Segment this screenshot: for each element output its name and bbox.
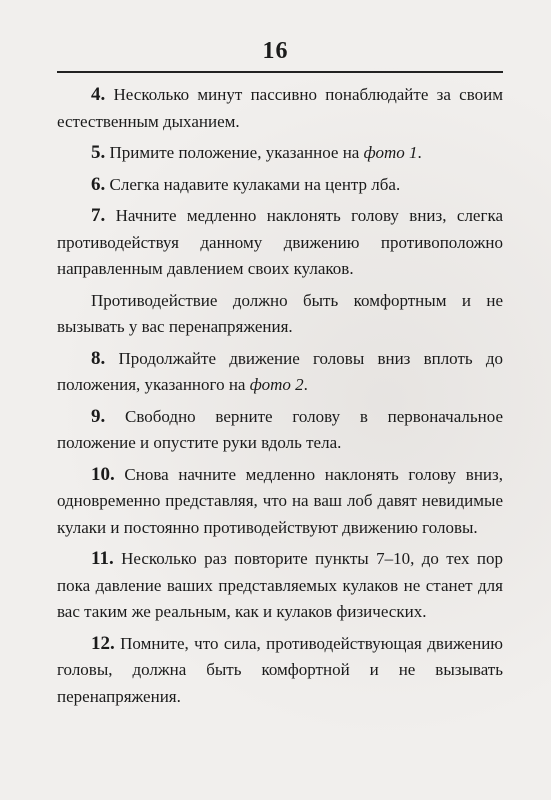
step-number: 8. xyxy=(91,347,106,369)
step-number: 5. xyxy=(91,142,106,163)
page-body xyxy=(57,82,503,715)
paragraph-text: Продолжайте движение головы вниз вплоть до положения, указанного на xyxy=(57,348,503,394)
paragraph-text: Слегка надавите кулаками на центр лба. xyxy=(105,174,401,194)
paragraph-text: Примите положение, указанное на xyxy=(105,143,364,162)
step-number: 6. xyxy=(91,173,106,195)
paragraph-step-9 xyxy=(57,404,503,457)
paragraph-text: Противодействие должно быть комфортным и не вызывать у вас перенапряжения. xyxy=(57,290,503,336)
paragraph-text: Начните медленно наклонять голову вниз, слегка противодействуя данному движению противоположно направленным давлением своих кулаков. xyxy=(57,206,503,278)
step-number: 7. xyxy=(91,205,106,226)
paragraph-step-6 xyxy=(57,172,503,199)
paragraph-text-end: . xyxy=(417,143,422,162)
paragraph-step-4 xyxy=(57,82,503,135)
paragraph-step-10 xyxy=(57,462,503,542)
header-rule xyxy=(57,71,503,73)
paragraph-text: Снова начните медленно наклонять голову вниз, одновременно представляя, что на ваш лоб давят невидимые кулаки и постоянно противодействуют движению головы. xyxy=(57,464,503,537)
photo-reference: фото 2 xyxy=(249,375,304,394)
step-number: 12. xyxy=(91,632,115,654)
paragraph-text: Помните, что сила, противодействующая движению головы, должна быть комфортной и не вызывать перенапряжения. xyxy=(57,633,503,706)
paragraph-step-5 xyxy=(57,140,503,167)
photo-reference: фото 1 xyxy=(363,143,418,162)
paragraph-text: Несколько раз повторите пункты 7–10, до тех пор пока давление ваших представляемых кулаков не станет для вас таким же реальным, как и кулаков физических. xyxy=(57,549,503,621)
step-number: 11. xyxy=(91,548,114,569)
step-number: 10. xyxy=(91,463,115,485)
paragraph-step-7 xyxy=(57,203,503,283)
paragraph-step-8 xyxy=(57,346,503,399)
paragraph-note xyxy=(57,288,503,341)
paragraph-text: Свободно верните голову в первоначальное положение и опустите руки вдоль тела. xyxy=(57,406,503,452)
step-number: 4. xyxy=(91,84,106,105)
paragraph-step-11 xyxy=(57,546,503,626)
paragraph-step-12 xyxy=(57,631,503,711)
paragraph-text-end: . xyxy=(303,375,308,394)
step-number: 9. xyxy=(91,405,106,427)
page-number: 16 xyxy=(262,38,289,64)
paragraph-text: Несколько минут пассивно понаблюдайте за своим естественным дыханием. xyxy=(57,85,503,131)
